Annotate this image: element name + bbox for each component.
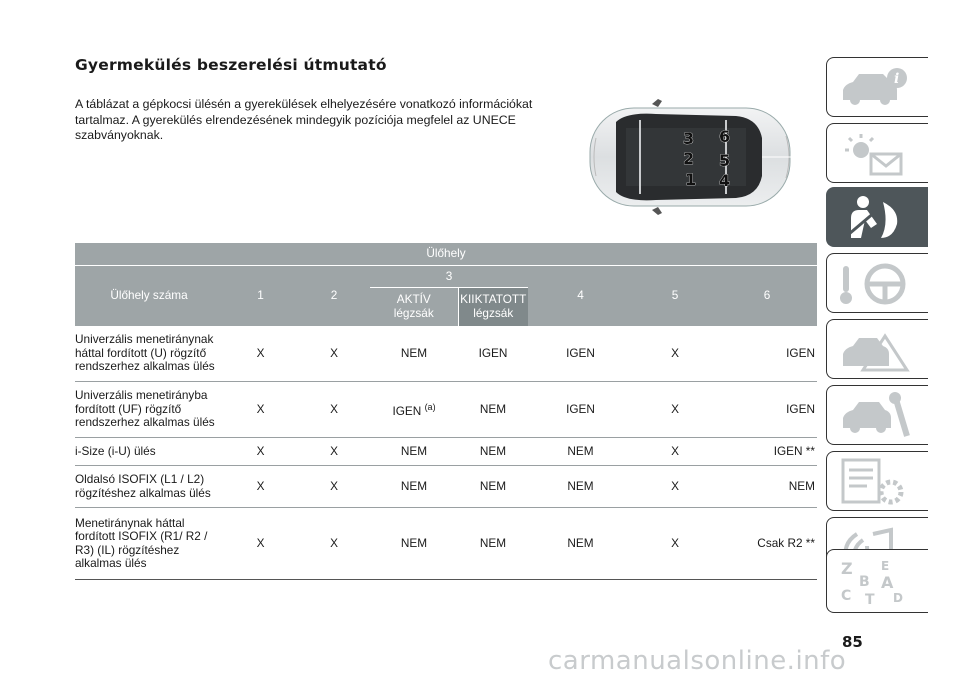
table-row (75, 508, 817, 580)
car-info-icon (837, 64, 917, 112)
svg-text:!: ! (881, 354, 888, 370)
seat-number-5: 5 (719, 151, 731, 170)
tab-safety[interactable] (826, 187, 928, 247)
cell-col-4: NEM (528, 466, 633, 508)
table-row (75, 466, 817, 508)
cell-col-3-disabled: NEM (458, 382, 528, 438)
cell-col-6: IGEN (717, 326, 817, 382)
row-label: Univerzális menetirányba fordított (UF) rögzítő rendszerhez alkalmas ülés (75, 382, 223, 438)
table-row (75, 438, 817, 466)
cell-col-4: IGEN (528, 382, 633, 438)
cell-col-4: NEM (528, 438, 633, 466)
cell-col-2: X (298, 326, 370, 382)
header-col-3: 3 (370, 266, 528, 288)
svg-text:A: A (881, 573, 894, 592)
cell-col-3-active: NEM (370, 466, 458, 508)
table-row (75, 382, 817, 438)
header-seat-number: Ülőhely száma (75, 266, 223, 326)
watermark: carmanualsonline.info (548, 646, 847, 676)
warning-light-envelope-icon (837, 130, 917, 178)
header-seat-group: Ülőhely (75, 243, 817, 266)
cell-col-3-disabled: IGEN (458, 326, 528, 382)
header-col-4: 4 (528, 266, 633, 326)
seat-number-4: 4 (719, 171, 731, 190)
cell-col-3-active: NEM (370, 326, 458, 382)
car-top-view-diagram (586, 98, 796, 216)
cell-col-5: X (633, 382, 717, 438)
cell-col-6: IGEN ** (717, 438, 817, 466)
cell-col-4: IGEN (528, 326, 633, 382)
header-col-3-active-airbag (370, 288, 458, 326)
row-label: i-Size (i-U) ülés (75, 438, 223, 466)
row-label: Univerzális menetiránynak háttal fordított (U) rögzítő rendszerhez alkalmas ülés (75, 326, 223, 382)
cell-col-3-disabled: NEM (458, 466, 528, 508)
page-title: Gyermekülés beszerelési útmutató (75, 56, 387, 74)
seat-number-1: 1 (685, 170, 697, 189)
svg-text:B: B (859, 574, 870, 590)
child-seat-table (75, 243, 817, 580)
svg-text:i: i (894, 71, 900, 87)
disabled-airbag-label: légzsák (473, 305, 514, 320)
seat-number-2: 2 (683, 149, 695, 168)
seat-number-3: 3 (683, 129, 695, 148)
cell-col-3-active: NEM (370, 508, 458, 580)
cell-col-3-active: NEM (370, 438, 458, 466)
active-label: AKTÍV (396, 292, 431, 307)
svg-text:E: E (881, 559, 890, 573)
active-airbag-label: légzsák (393, 305, 434, 320)
car-wrench-icon (837, 392, 917, 440)
cell-col-6: NEM (717, 466, 817, 508)
cell-col-1: X (223, 438, 298, 466)
header-col-6: 6 (717, 266, 817, 326)
cell-col-4: NEM (528, 508, 633, 580)
cell-col-3-active (370, 382, 458, 438)
header-col-1: 1 (223, 266, 298, 326)
page-number: 85 (842, 633, 863, 651)
intro-paragraph (75, 97, 545, 144)
spec-sheet-gear-icon (837, 458, 917, 506)
steering-wheel-key-icon (837, 260, 917, 308)
tab-technical-data[interactable] (826, 451, 928, 511)
cell-col-5: X (633, 466, 717, 508)
cell-col-5: X (633, 508, 717, 580)
header-col-5: 5 (633, 266, 717, 326)
tab-car-info[interactable] (826, 57, 928, 117)
seat-airbag-icon (837, 194, 917, 242)
cell-col-1: X (223, 382, 298, 438)
cell-col-1: X (223, 466, 298, 508)
svg-text:Z: Z (841, 559, 853, 578)
disabled-label: KIIKTATOTT (460, 292, 527, 307)
cell-col-2: X (298, 382, 370, 438)
cell-col-2: X (298, 438, 370, 466)
svg-text:T: T (865, 592, 875, 608)
seat-number-6: 6 (719, 127, 731, 146)
alphabet-index-icon (837, 556, 917, 608)
svg-text:D: D (893, 591, 903, 605)
row-label: Menetiránynak háttal fordított ISOFIX (R1/ R2 / R3) (IL) rögzítéshez alkalmas ülés (75, 508, 223, 580)
table-row (75, 326, 817, 382)
intro-text: A táblázat a gépkocsi ülésén a gyerekülések elhelyezésére vonatkozó információkat tartalmaz. A gyerekülés elrendezésének mindegyik pozíciója megfelel az UNECE szabványoknak. (75, 97, 533, 142)
cell-value: IGEN (392, 403, 422, 418)
cell-col-6: Csak R2 ** (717, 508, 817, 580)
cell-col-5: X (633, 438, 717, 466)
header-col-3-disabled-airbag (458, 288, 528, 326)
footnote-marker: (a) (424, 401, 436, 412)
row-label: Oldalsó ISOFIX (L1 / L2) rögzítéshez alkalmas ülés (75, 466, 223, 508)
cell-col-3-disabled: NEM (458, 438, 528, 466)
tab-starting-driving[interactable] (826, 253, 928, 313)
tab-index[interactable] (826, 549, 928, 613)
tab-maintenance[interactable] (826, 385, 928, 445)
cell-col-1: X (223, 508, 298, 580)
cell-col-1: X (223, 326, 298, 382)
svg-text:C: C (841, 588, 852, 604)
cell-col-6: IGEN (717, 382, 817, 438)
cell-col-5: X (633, 326, 717, 382)
cell-col-3-disabled: NEM (458, 508, 528, 580)
cell-col-2: X (298, 508, 370, 580)
cell-col-2: X (298, 466, 370, 508)
tab-warning-lights[interactable] (826, 123, 928, 183)
tab-emergency[interactable] (826, 319, 928, 379)
car-crash-warning-icon (837, 326, 917, 374)
header-col-2: 2 (298, 266, 370, 326)
